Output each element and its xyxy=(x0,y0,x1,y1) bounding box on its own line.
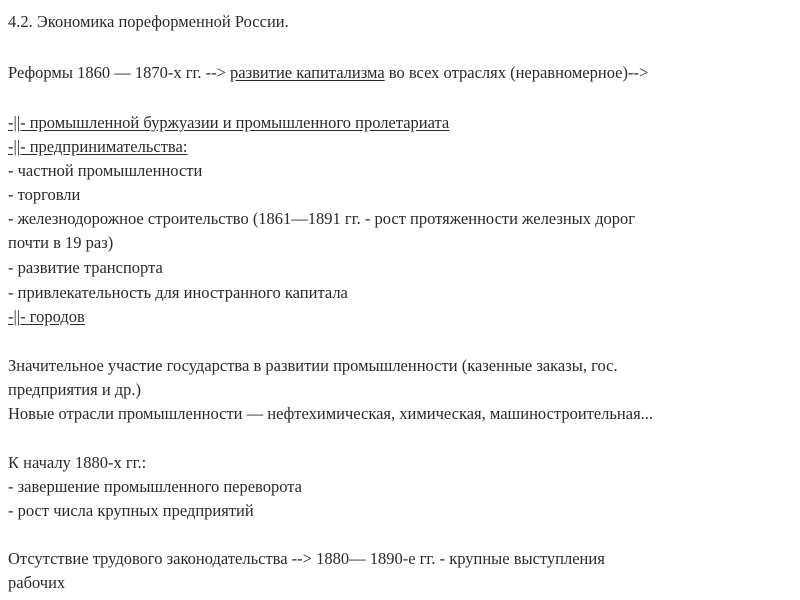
list-item: - частной промышленности xyxy=(8,161,203,180)
list-item: - рост числа крупных предприятий xyxy=(8,501,254,520)
state-role-line: предприятия и др.) xyxy=(8,380,142,399)
labor-line: рабочих xyxy=(8,573,66,592)
list-item: - завершение промышленного переворота xyxy=(8,477,302,496)
labor-line: Отсутствие трудового законодательства --> 1880— 1890-е гг. - крупные выступления xyxy=(8,549,605,568)
reforms-suffix: во всех отраслях (неравномерное)--> xyxy=(384,63,649,82)
list-item: почти в 19 раз) xyxy=(8,233,114,252)
list-item: - железнодорожное строительство (1861—1891 гг. - рост протяженности железных дорог xyxy=(8,209,636,228)
new-industries-line: Новые отрасли промышленности — нефтехимическая, химическая, машиностроительная... xyxy=(8,404,654,423)
cities-line: -||- городов xyxy=(8,307,85,326)
reforms-prefix: Реформы 1860 — 1870-х гг. --> xyxy=(8,63,231,82)
bourgeoisie-line: -||- промышленной буржуазии и промышленного пролетариата xyxy=(8,113,450,132)
reforms-underlined: развитие капитализма xyxy=(230,63,385,82)
list-item: - привлекательность для иностранного капитала xyxy=(8,283,348,302)
state-role-line: Значительное участие государства в развитии промышленности (казенные заказы, гос. xyxy=(8,356,618,375)
reforms-line xyxy=(8,62,648,84)
list-item: - торговли xyxy=(8,185,81,204)
list-item: - развитие транспорта xyxy=(8,258,163,277)
page-title: 4.2. Экономика пореформенной России. xyxy=(8,12,289,31)
entrepreneurship-line: -||- предпринимательства: xyxy=(8,137,188,156)
by-1880-heading: К началу 1880-х гг.: xyxy=(8,453,147,472)
